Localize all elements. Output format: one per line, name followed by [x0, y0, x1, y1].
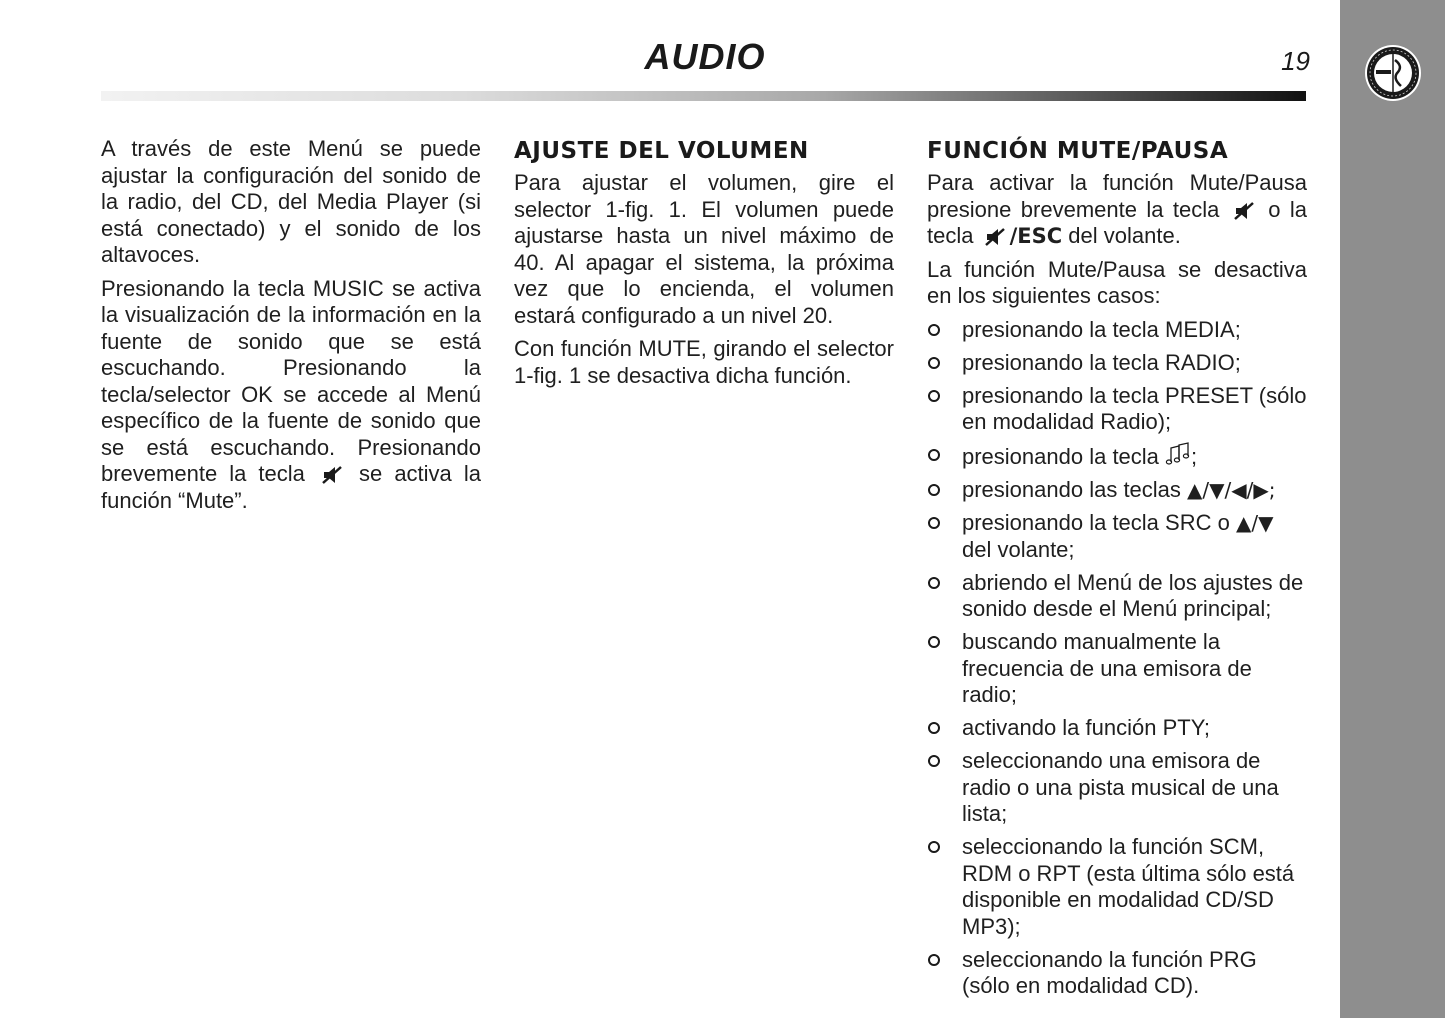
bullet-icon: [928, 324, 940, 336]
mute-p1-end: del volante.: [1068, 223, 1181, 248]
list-item-text: presionando las teclas: [962, 477, 1181, 502]
list-item-text: presionando la tecla SRC o: [962, 510, 1230, 535]
bullet-icon: [928, 722, 940, 734]
mute-paragraph-2: La función Mute/Pausa se desactiva en los siguientes casos:: [927, 256, 1307, 308]
list-item-text: seleccionando la función PRG (sólo en modalidad CD).: [962, 946, 1257, 998]
page-title: AUDIO: [644, 36, 766, 77]
list-item-text: activando la función PTY;: [962, 715, 1211, 740]
volume-heading: AJUSTE DEL VOLUMEN: [514, 138, 809, 164]
bullet-icon: [928, 390, 940, 402]
list-item-text: presionando la tecla RADIO;: [962, 349, 1241, 375]
list-item: [927, 748, 1307, 828]
bullet-icon: [928, 449, 940, 461]
mute-heading: FUNCIÓN MUTE/PAUSA: [927, 138, 1229, 164]
page-number: 19: [1281, 46, 1310, 76]
list-item-end: ;: [1191, 444, 1198, 469]
list-item: [927, 570, 1307, 623]
bullet-icon: [928, 484, 940, 496]
deactivation-list: [927, 317, 1307, 1000]
intro-paragraph-2: [101, 276, 481, 515]
intro-paragraph-1: A través de este Menú se puede ajustar la configuración del sonido de la radio, del CD, del Media Player (si está conectado) y el sonido de los altavoces.: [101, 136, 481, 267]
volume-paragraph-1: Para ajustar el volumen, gire el selector 1-fig. 1. El volumen puede ajustarse hasta un nivel máximo de 40. Al apagar el sistema, la próxima vez que lo encienda, el volumen estará configurado a un nivel 20.: [514, 170, 894, 328]
list-item: [927, 947, 1307, 1000]
mute-speaker-icon: [1233, 202, 1255, 220]
bullet-icon: [928, 577, 940, 589]
music-notes-icon: [1165, 442, 1191, 468]
bullet-icon: [928, 357, 940, 369]
volume-paragraph-2: Con función MUTE, girando el selector 1-fig. 1 se desactiva dicha función.: [514, 336, 894, 388]
mute-p1-mid: o la tecla: [927, 196, 1307, 248]
bullet-icon: [928, 841, 940, 853]
side-tab: [1340, 0, 1445, 1018]
list-item: [927, 477, 1307, 504]
mute-paragraph-1: [927, 170, 1307, 250]
column-mute: [927, 136, 1307, 1006]
arrow-keys-label: ▲/▼: [1235, 511, 1274, 535]
list-item: [927, 317, 1307, 344]
column-intro: [101, 136, 481, 521]
list-item: [927, 383, 1307, 436]
list-item-text: seleccionando la función SCM, RDM o RPT (esta última sólo está disponible en modalidad CD/SD MP3);: [962, 834, 1295, 939]
list-item-text: presionando la tecla PRESET (sólo en modalidad Radio);: [962, 382, 1307, 434]
intro-paragraph-2-end: se activa la función “Mute”.: [101, 461, 481, 513]
arrow-keys-label: ▲/▼/◀/▶;: [1187, 478, 1276, 502]
column-volume: [514, 136, 894, 396]
header-rule: [101, 91, 1306, 101]
list-item-text: buscando manualmente la frecuencia de una emisora de radio;: [962, 629, 1252, 707]
mute-speaker-icon: [321, 466, 343, 484]
list-item-text: seleccionando una emisora de radio o una pista musical de una lista;: [962, 748, 1279, 826]
list-item: [927, 629, 1307, 709]
list-item-text: presionando la tecla: [962, 444, 1159, 469]
list-item: [927, 715, 1307, 742]
bullet-icon: [928, 954, 940, 966]
list-item-text: presionando la tecla MEDIA;: [962, 316, 1241, 342]
list-item: [927, 510, 1307, 563]
list-item-text: abriendo el Menú de los ajustes de sonido desde el Menú principal;: [962, 569, 1304, 621]
list-item: [927, 834, 1307, 940]
esc-label: /ESC: [1009, 224, 1063, 248]
list-item: [927, 442, 1307, 471]
list-item-end: del volante;: [962, 536, 1075, 562]
bullet-icon: [928, 755, 940, 767]
bullet-icon: [928, 517, 940, 529]
bullet-icon: [928, 636, 940, 648]
list-item: [927, 350, 1307, 377]
mute-speaker-icon: [984, 228, 1006, 246]
mute-p1-start: Para activar la función Mute/Pausa presione brevemente la tecla: [927, 170, 1307, 222]
intro-paragraph-2-text: Presionando la tecla MUSIC se activa la visualización de la información en la fuente de sonido que se está escuchando. Presionando la tecla/selector OK se accede al Menú específico de la fuente de sonido que se está escuchando. Presionando brevemente la tecla: [101, 275, 481, 486]
